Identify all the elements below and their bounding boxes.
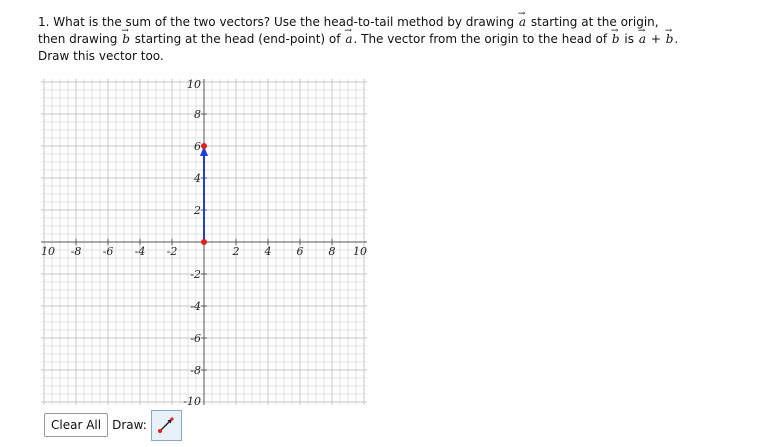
vector-tail-point[interactable] xyxy=(201,239,207,245)
vector-b-symbol: b → xyxy=(611,32,621,46)
graph-controls xyxy=(44,411,182,439)
plus-sign: + xyxy=(650,32,661,46)
question-line-2 xyxy=(38,31,738,48)
draw-label: Draw: xyxy=(112,418,147,432)
y-tick-label: -4 xyxy=(190,300,201,313)
question-line-1 xyxy=(38,14,738,31)
y-tick-label: 6 xyxy=(194,140,201,153)
x-tick-label: 2 xyxy=(232,245,240,258)
x-tick-label: 10 xyxy=(41,245,55,258)
x-tick-label: -2 xyxy=(166,245,178,258)
vector-a-symbol: a → xyxy=(344,32,353,46)
x-tick-label: 8 xyxy=(328,245,336,258)
vector-head-point[interactable] xyxy=(201,143,207,149)
question-text-part: 1. What is the sum of the two vectors? Use the head-to-tail method by drawing xyxy=(38,15,515,29)
x-tick-label: -6 xyxy=(102,245,114,258)
x-tick-label: 6 xyxy=(296,245,304,258)
y-tick-label: -8 xyxy=(190,364,201,377)
vector-arrow-icon xyxy=(156,415,176,435)
y-tick-label: -10 xyxy=(183,395,201,408)
question-text-part: starting at the origin, xyxy=(530,15,659,29)
vector-b-symbol: b → xyxy=(121,32,131,46)
y-tick-label: 10 xyxy=(187,78,201,91)
x-tick-label: 10 xyxy=(353,245,367,258)
question-text-part: . xyxy=(674,32,679,46)
coordinate-graph[interactable] xyxy=(38,78,370,408)
y-tick-label: 2 xyxy=(194,204,201,217)
y-tick-label: 4 xyxy=(194,172,201,185)
y-tick-label: 8 xyxy=(194,108,201,121)
x-tick-label: -4 xyxy=(134,245,146,258)
vector-a-symbol: a → xyxy=(638,32,647,46)
y-tick-label: -2 xyxy=(190,268,201,281)
y-axis-tick-labels xyxy=(183,78,201,408)
x-tick-label: 4 xyxy=(264,245,272,258)
draw-vector-tool-button[interactable] xyxy=(151,410,182,441)
question-text-part: is xyxy=(624,32,634,46)
question-line-3: Draw this vector too. xyxy=(38,49,164,63)
vector-b-symbol: b → xyxy=(665,32,675,46)
vector-a-symbol: a → xyxy=(518,15,527,29)
x-tick-label: -8 xyxy=(70,245,82,258)
question-text-part: starting at the head (end-point) of xyxy=(134,32,341,46)
question-text-part: then drawing xyxy=(38,32,118,46)
question-text-part: . The vector from the origin to the head of xyxy=(353,32,608,46)
question-text xyxy=(38,14,738,65)
clear-all-button[interactable]: Clear All xyxy=(44,413,108,437)
y-tick-label: -6 xyxy=(190,332,201,345)
